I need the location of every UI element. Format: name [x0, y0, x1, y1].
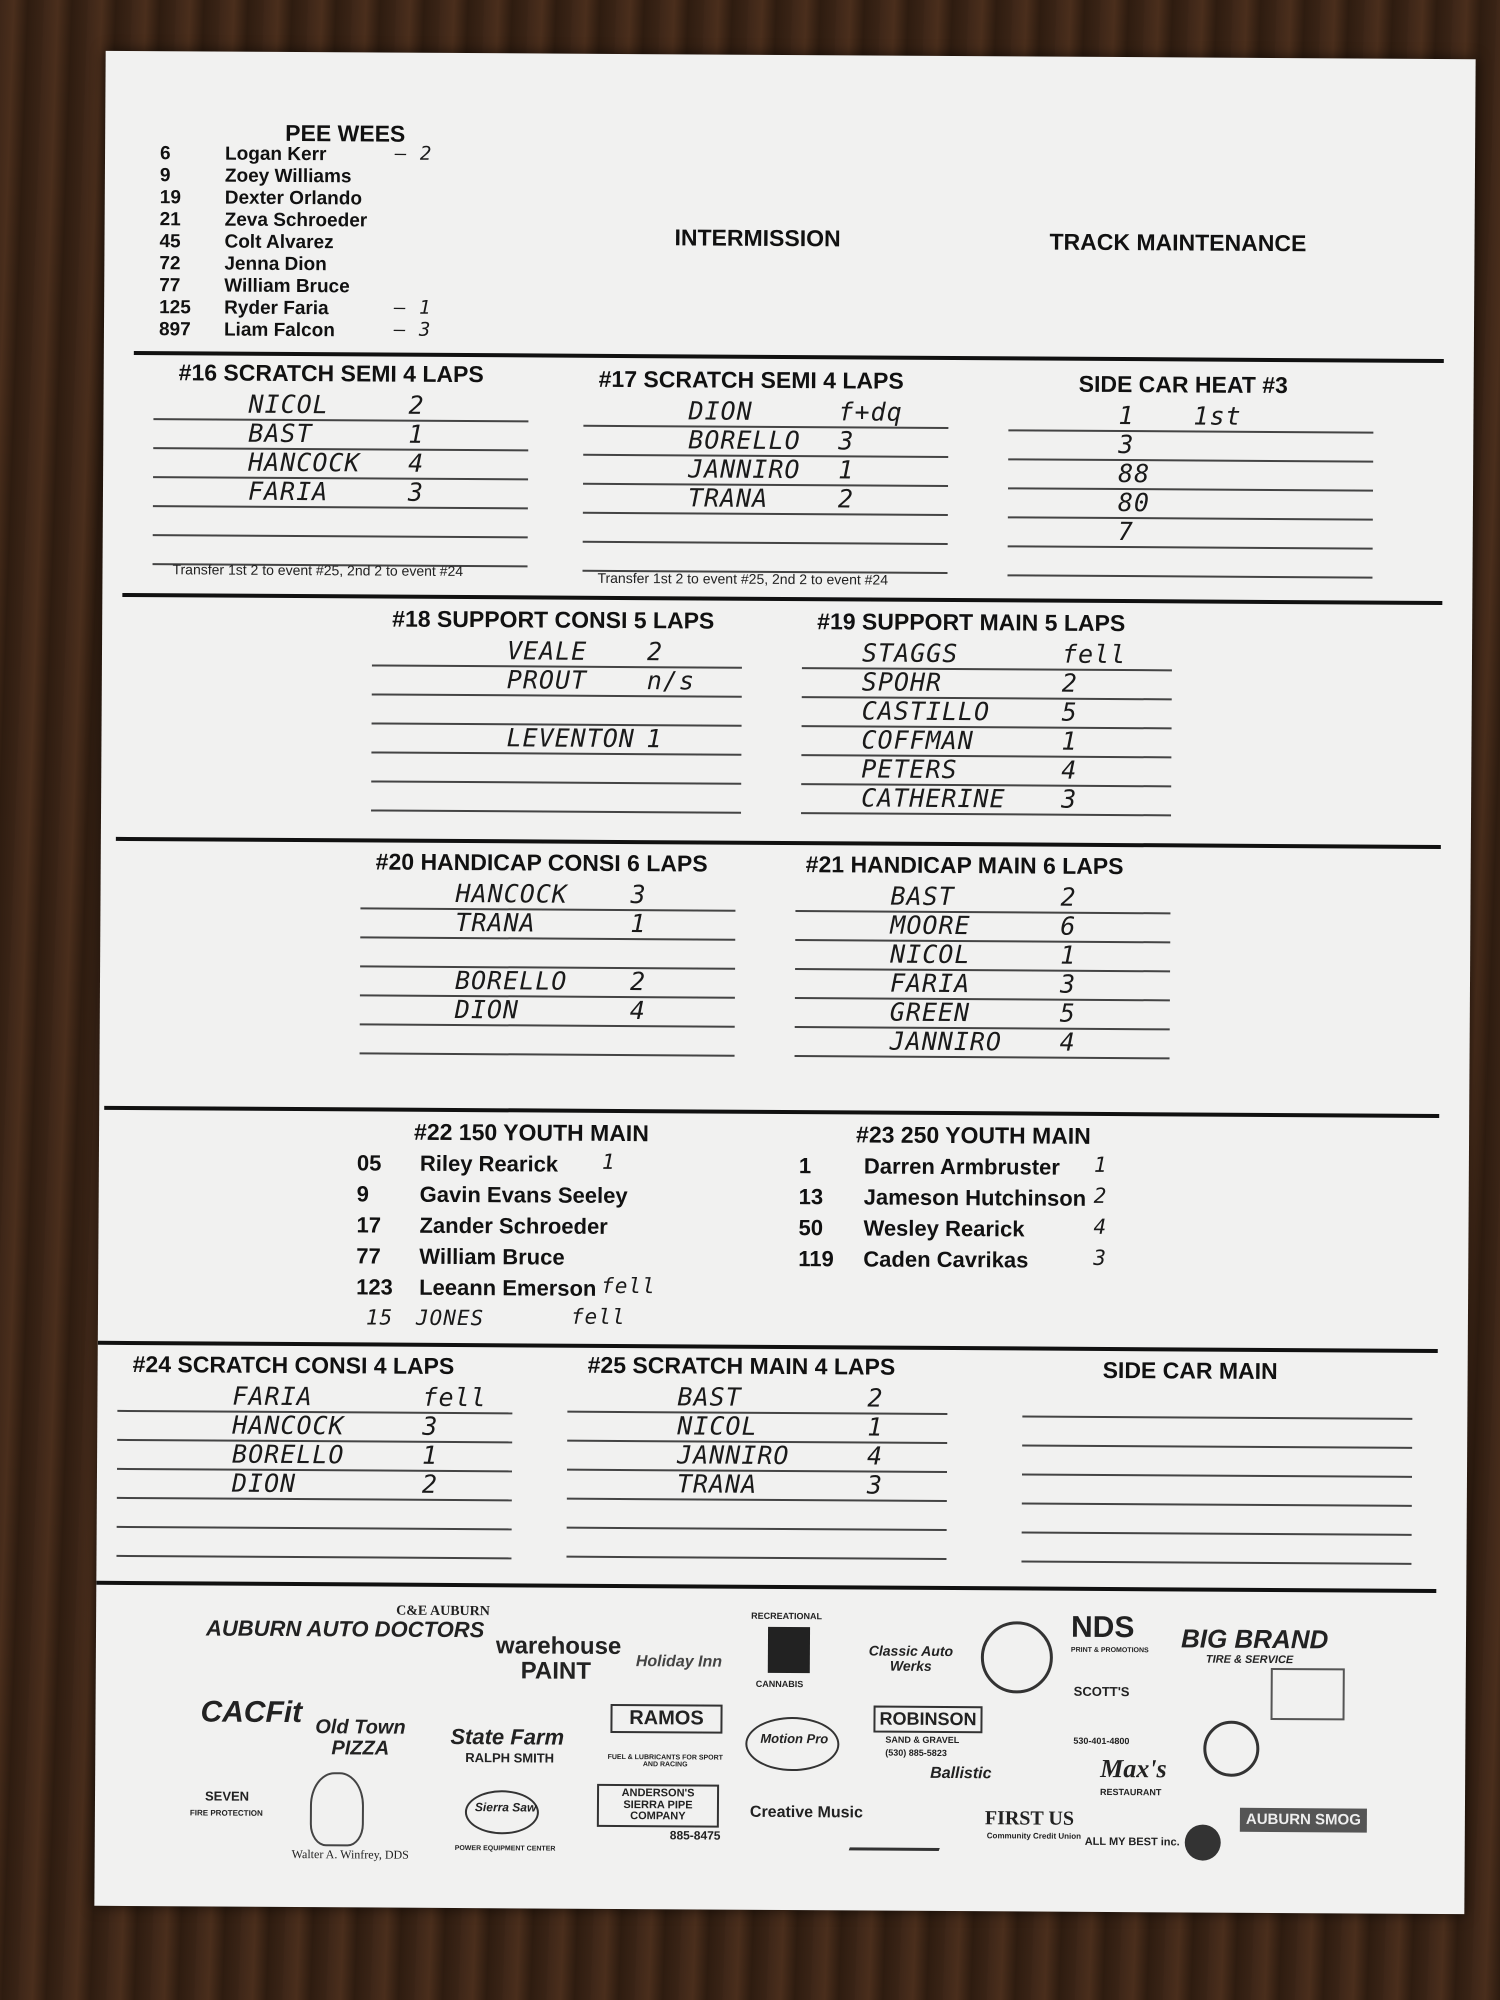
- rider-name: DION: [231, 1468, 297, 1499]
- finish-position: 1: [422, 1440, 439, 1470]
- result-line: [795, 883, 1170, 914]
- result-line: [371, 724, 741, 755]
- result-line: [1008, 489, 1373, 520]
- event-19-title: #19 SUPPORT MAIN 5 LAPS: [817, 608, 1126, 637]
- result-line: [1021, 1533, 1411, 1564]
- rider-name: HANCOCK: [232, 1410, 345, 1441]
- pee-wees-row: [159, 275, 489, 299]
- robinson-phone: (530) 885-5823: [885, 1747, 947, 1759]
- sidecar-heat-3-title: SIDE CAR HEAT #3: [1078, 370, 1288, 399]
- rider-name: William Bruce: [419, 1243, 565, 1270]
- finish-position: 1: [646, 724, 663, 754]
- finish-position: 3: [630, 880, 647, 910]
- rider-name: NICOL: [890, 939, 971, 970]
- entry-number: 05: [356, 1150, 382, 1176]
- finish-position: 4: [408, 448, 425, 478]
- result-line: [1022, 1388, 1412, 1419]
- auburn-auto-doctors-logo: AUBURN AUTO DOCTORS: [205, 1615, 485, 1643]
- finish-position: 3: [1061, 784, 1078, 814]
- result-line: [583, 427, 948, 458]
- entry-number: 6: [159, 143, 171, 165]
- event-25-title: #25 SCRATCH MAIN 4 LAPS: [587, 1351, 896, 1380]
- event-16-transfer-note: Transfer 1st 2 to event #25, 2nd 2 to event #24: [172, 561, 464, 580]
- finish-mark: 4: [1093, 1214, 1108, 1239]
- rider-name: 88: [1118, 459, 1151, 489]
- section-divider: [116, 837, 1441, 849]
- entry-number: 1: [798, 1153, 812, 1179]
- nds-logo: NDS: [1070, 1610, 1135, 1645]
- event-24-results: [116, 1383, 512, 1559]
- result-line: [372, 637, 742, 668]
- excavator-graphic-icon: [849, 1817, 951, 1850]
- result-line: [153, 391, 528, 422]
- rider-name: JANNIRO: [677, 1440, 790, 1471]
- ce-auburn-logo: C&E AUBURN: [396, 1603, 490, 1620]
- finish-position: 4: [867, 1441, 884, 1471]
- result-line: [583, 456, 948, 487]
- rider-name: GREEN: [889, 997, 971, 1028]
- result-line: [360, 996, 735, 1027]
- finish-position: 1: [1061, 726, 1078, 756]
- event-16-results: [153, 391, 529, 567]
- finish-position: 2: [421, 1469, 439, 1499]
- rider-name: CATHERINE: [861, 783, 1006, 814]
- result-line: [1008, 518, 1373, 549]
- result-line: [567, 1413, 947, 1444]
- rider-name: PETERS: [861, 754, 958, 785]
- rider-name: BORELLO: [688, 425, 801, 456]
- event-20-results: [360, 880, 736, 1056]
- rider-name: Ryder Faria: [224, 297, 329, 320]
- event-23-results: [798, 1153, 1219, 1280]
- section-divider: [104, 1106, 1439, 1118]
- anderson-phone: 885-8475: [669, 1828, 721, 1843]
- first-us-logo: FIRST US: [984, 1807, 1075, 1830]
- finish-position: 3: [838, 426, 855, 456]
- entry-number: 9: [356, 1181, 370, 1207]
- entry-number: 15: [365, 1305, 394, 1330]
- rider-name: Jameson Hutchinson: [863, 1184, 1087, 1211]
- finish-position: 1: [838, 455, 855, 485]
- pee-wees-row: [159, 231, 489, 255]
- sierra-saw-logo: Sierra Saw: [474, 1800, 537, 1815]
- pee-wees-title: PEE WEES: [285, 119, 406, 147]
- maxs-sub: RESTAURANT: [1100, 1786, 1162, 1798]
- rider-name: SPOHR: [861, 667, 943, 697]
- youth-row: [798, 1246, 1218, 1280]
- old-town-pizza-logo: Old Town PIZZA: [315, 1716, 406, 1760]
- event-24-title: #24 SCRATCH CONSI 4 LAPS: [132, 1351, 455, 1379]
- dentist-name: Walter A. Winfrey, DDS: [291, 1847, 409, 1862]
- rider-name: Liam Falcon: [223, 319, 335, 342]
- motion-pro-logo: Motion Pro: [760, 1730, 829, 1747]
- result-line: [583, 485, 948, 516]
- robinson-logo: ROBINSON: [873, 1706, 982, 1734]
- finish-position: 3: [1059, 969, 1077, 999]
- entry-number: 77: [159, 275, 181, 297]
- entry-number: 19: [159, 187, 181, 209]
- result-line: [153, 478, 528, 509]
- result-line: [1008, 460, 1373, 491]
- ramos-logo: RAMOS: [610, 1704, 722, 1734]
- finish-position: 1st: [1193, 401, 1242, 431]
- rider-name: FARIA: [889, 968, 971, 999]
- entry-number: 125: [159, 297, 191, 319]
- result-line: [153, 507, 528, 538]
- event-23-title: #23 250 YOUTH MAIN: [855, 1121, 1091, 1149]
- rider-name: BORELLO: [232, 1439, 345, 1470]
- section-divider: [122, 593, 1442, 605]
- event-25-results: [566, 1384, 947, 1560]
- result-line: [1022, 1417, 1412, 1448]
- result-line: [360, 880, 735, 911]
- intermission-label: INTERMISSION: [674, 224, 841, 252]
- rider-name: MOORE: [890, 910, 971, 941]
- rider-name: Wesley Rearick: [863, 1215, 1025, 1242]
- track-maintenance-label: TRACK MAINTENANCE: [1049, 228, 1307, 257]
- finish-position: 1: [630, 909, 647, 939]
- entry-number: 13: [798, 1184, 824, 1210]
- result-line: [1008, 402, 1373, 433]
- ballistic-logo: Ballistic: [930, 1764, 992, 1783]
- result-line: [153, 420, 528, 451]
- finish-position: 4: [629, 996, 646, 1026]
- rider-name: BAST: [248, 418, 313, 449]
- event-20-title: #20 HANDICAP CONSI 6 LAPS: [375, 848, 708, 877]
- rider-name: VEALE: [506, 636, 588, 666]
- robinson-sub: SAND & GRAVEL: [885, 1734, 960, 1746]
- result-line: [371, 782, 741, 813]
- rider-name: LEVENTON: [506, 723, 635, 754]
- result-line: [567, 1471, 947, 1502]
- entry-number: 50: [798, 1215, 824, 1241]
- result-line: [583, 398, 948, 429]
- rider-name: Logan Kerr: [224, 143, 327, 166]
- event-18-title: #18 SUPPORT CONSI 5 LAPS: [392, 605, 715, 634]
- rider-name: NICOL: [677, 1411, 758, 1441]
- rider-name: Zoey Williams: [224, 165, 352, 188]
- rider-name: JANNIRO: [889, 1026, 1003, 1057]
- rider-name: 7: [1117, 517, 1134, 547]
- tooth-mascot-icon: [310, 1772, 364, 1846]
- anderson-sierra-pipe-logo: ANDERSON'S SIERRA PIPE COMPANY: [597, 1784, 719, 1827]
- entry-number: 72: [159, 253, 181, 275]
- result-line: [583, 514, 948, 545]
- finish-position: 2: [1061, 668, 1078, 698]
- finish-position: n/s: [646, 666, 696, 696]
- rider-name: Caden Cavrikas: [863, 1246, 1029, 1273]
- rider-name: JANNIRO: [688, 454, 801, 485]
- entry-number: 123: [356, 1274, 393, 1300]
- result-line: [795, 999, 1170, 1030]
- finish-position: 2: [629, 967, 647, 997]
- event-17-results: [583, 398, 949, 574]
- rider-name: HANCOCK: [248, 447, 361, 478]
- entry-number: 897: [158, 319, 191, 341]
- result-line: [801, 727, 1171, 758]
- finish-position: fell: [422, 1382, 487, 1413]
- result-line: [802, 698, 1172, 729]
- round-portrait-icon: [1185, 1824, 1221, 1860]
- rider-name: 80: [1117, 488, 1151, 518]
- finish-position: 2: [408, 390, 425, 420]
- finish-position: 5: [1061, 697, 1078, 727]
- event-17-transfer-note: Transfer 1st 2 to event #25, 2nd 2 to event #24: [597, 569, 889, 588]
- finish-position: 3: [407, 477, 425, 507]
- entry-number: 45: [159, 231, 181, 253]
- youth-row: [357, 1181, 737, 1214]
- finish-position: 3: [422, 1411, 439, 1441]
- rider-name: HANCOCK: [455, 878, 568, 909]
- auburn-smog-logo: AUBURN SMOG: [1240, 1808, 1367, 1833]
- result-line: [802, 669, 1172, 700]
- result-line: [567, 1500, 947, 1531]
- result-line: [372, 666, 742, 697]
- big-brand-sub: TIRE & SERVICE: [1205, 1653, 1294, 1667]
- ramos-sub: FUEL & LUBRICANTS FOR SPORT AND RACING: [607, 1753, 723, 1769]
- result-line: [371, 753, 741, 784]
- finish-mark: 1: [1093, 1152, 1108, 1177]
- finish-mark: fell: [601, 1273, 656, 1299]
- event-21-results: [795, 883, 1171, 1059]
- sidecar-heat-3-results: [1007, 402, 1373, 578]
- result-line: [795, 1028, 1170, 1059]
- rider-name: NICOL: [248, 389, 329, 420]
- cross-icon: [768, 1627, 810, 1673]
- result-line: [1022, 1475, 1412, 1506]
- finish-position: 2: [867, 1383, 884, 1413]
- sierra-saw-sub: POWER EQUIPMENT CENTER: [454, 1844, 556, 1853]
- result-line: [795, 912, 1170, 943]
- rider-name: 3: [1118, 430, 1135, 460]
- sidecar-main-results: [1021, 1388, 1412, 1564]
- youth-row: [356, 1243, 736, 1276]
- state-farm-agent: RALPH SMITH: [465, 1750, 555, 1766]
- first-us-sub: Community Credit Union: [986, 1831, 1082, 1841]
- pee-wees-row: [159, 297, 489, 321]
- rider-name: Leeann Emerson: [419, 1274, 597, 1301]
- result-line: [360, 938, 735, 969]
- result-line: [802, 640, 1172, 671]
- creative-music-logo: Creative Music: [749, 1803, 863, 1822]
- result-line: [360, 909, 735, 940]
- result-line: [117, 1441, 512, 1472]
- pee-wees-row: [160, 187, 490, 211]
- youth-row: [356, 1212, 736, 1245]
- classic-auto-werks-logo: Classic Auto Werks: [868, 1642, 954, 1674]
- section-divider: [96, 1581, 1436, 1593]
- rider-name: Colt Alvarez: [224, 231, 334, 254]
- badge-icon: [1203, 1721, 1259, 1777]
- youth-row: [357, 1150, 737, 1183]
- big-brand-logo: BIG BRAND: [1180, 1623, 1329, 1655]
- race-program-page: [94, 51, 1475, 1914]
- rider-name: 1: [1118, 401, 1135, 431]
- cannabis-label: CANNABIS: [755, 1678, 804, 1690]
- rider-name: Jenna Dion: [224, 253, 327, 276]
- rider-name: BAST: [677, 1382, 742, 1412]
- finish-position: 2: [646, 637, 664, 667]
- rider-name: COFFMAN: [861, 725, 974, 756]
- finish-position: 5: [1059, 998, 1076, 1028]
- state-farm-logo: State Farm: [450, 1723, 565, 1750]
- finish-mark: 3: [1093, 1245, 1108, 1270]
- nds-sub: PRINT & PROMOTIONS: [1070, 1646, 1149, 1655]
- youth-row: [356, 1274, 736, 1307]
- event-22-results: [356, 1150, 737, 1338]
- finish-position: fell: [1061, 639, 1127, 670]
- rider-name: DION: [454, 994, 520, 1025]
- result-line: [566, 1529, 946, 1560]
- event-18-results: [371, 637, 742, 813]
- finish-mark: — 3: [393, 318, 432, 341]
- entry-number: 9: [159, 165, 171, 187]
- rider-name: FARIA: [232, 1381, 313, 1412]
- result-line: [117, 1499, 512, 1530]
- entry-number: 77: [356, 1243, 381, 1269]
- cacfit-logo: CACFit: [200, 1695, 303, 1730]
- rider-name: Zander Schroeder: [419, 1212, 608, 1239]
- youth-row: [799, 1153, 1219, 1187]
- pee-wees-row: [160, 165, 490, 189]
- result-line: [1008, 431, 1373, 462]
- pee-wees-row: [160, 143, 490, 167]
- pee-wees-row: [159, 319, 489, 343]
- rider-name: Dexter Orlando: [224, 187, 363, 210]
- rider-name: TRANA: [676, 1469, 758, 1499]
- finish-position: 3: [866, 1470, 884, 1500]
- result-line: [1022, 1446, 1412, 1477]
- result-line: [567, 1384, 947, 1415]
- finish-position: f+dq: [838, 397, 903, 427]
- youth-row-handwritten: [356, 1305, 736, 1338]
- youth-row: [798, 1215, 1218, 1249]
- entry-number: 17: [356, 1212, 382, 1238]
- sidecar-main-title: SIDE CAR MAIN: [1102, 1356, 1278, 1385]
- pee-wees-row: [160, 209, 490, 233]
- event-16-title: #16 SCRATCH SEMI 4 LAPS: [178, 359, 484, 388]
- rider-name: BORELLO: [454, 965, 568, 996]
- rider-name: TRANA: [687, 483, 769, 513]
- event-17-title: #17 SCRATCH SEMI 4 LAPS: [598, 365, 904, 394]
- rider-name: Darren Armbruster: [863, 1153, 1060, 1180]
- recreational-label: RECREATIONAL: [751, 1610, 823, 1622]
- pee-wees-list: [159, 143, 490, 343]
- finish-position: 4: [1059, 1027, 1076, 1057]
- rider-name: STAGGS: [861, 638, 959, 669]
- rider-name: Gavin Evans Seeley: [419, 1181, 628, 1209]
- race-car-graphic-icon: [1271, 1668, 1345, 1720]
- rider-name: TRANA: [455, 907, 536, 938]
- finish-position: 2: [837, 484, 855, 514]
- maxs-logo: Max's: [1100, 1753, 1167, 1784]
- result-line: [795, 941, 1170, 972]
- rider-name: PROUT: [506, 665, 588, 695]
- seven-fire-sub: FIRE PROTECTION: [189, 1808, 263, 1818]
- rider-name: JONES: [415, 1305, 485, 1331]
- finish-mark: 1: [601, 1149, 616, 1174]
- rider-name: DION: [688, 396, 753, 426]
- finish-position: 6: [1060, 911, 1077, 941]
- cyclefab-badge-icon: [981, 1621, 1053, 1693]
- result-line: [1022, 1504, 1412, 1535]
- rider-name: CASTILLO: [861, 696, 991, 727]
- finish-position: 1: [408, 419, 425, 449]
- result-line: [1007, 547, 1372, 578]
- result-line: [117, 1383, 512, 1414]
- finish-position: 1: [867, 1412, 884, 1442]
- finish-position: 1: [1060, 940, 1077, 970]
- rider-name: Zeva Schroeder: [224, 209, 368, 232]
- scotts-phone: 530-401-4800: [1073, 1735, 1130, 1747]
- result-line: [372, 695, 742, 726]
- event-22-title: #22 150 YOUTH MAIN: [414, 1118, 649, 1147]
- finish-mark: — 2: [394, 142, 433, 165]
- result-line: [360, 1025, 735, 1056]
- event-21-title: #21 HANDICAP MAIN 6 LAPS: [805, 851, 1124, 880]
- finish-mark: fell: [570, 1304, 626, 1330]
- finish-position: 2: [1060, 882, 1077, 912]
- result-line: [117, 1412, 512, 1443]
- result-line: [567, 1442, 947, 1473]
- all-my-best-logo: ALL MY BEST inc.: [1084, 1835, 1180, 1849]
- rider-name: Riley Rearick: [419, 1150, 559, 1177]
- scotts-logo: SCOTT'S: [1073, 1683, 1130, 1700]
- result-line: [116, 1528, 511, 1559]
- rider-name: BAST: [890, 881, 955, 912]
- seven-fire-logo: SEVEN: [204, 1788, 250, 1804]
- result-line: [795, 970, 1170, 1001]
- result-line: [360, 967, 735, 998]
- result-line: [801, 756, 1171, 787]
- finish-mark: — 1: [394, 296, 432, 319]
- holiday-inn-logo: Holiday Inn: [635, 1653, 723, 1671]
- result-line: [801, 785, 1171, 816]
- finish-position: 4: [1061, 755, 1078, 785]
- finish-mark: 2: [1093, 1183, 1108, 1208]
- rider-name: William Bruce: [224, 275, 350, 298]
- rider-name: FARIA: [247, 476, 329, 507]
- youth-row: [799, 1184, 1219, 1218]
- warehouse-paint-logo: warehouse PAINT: [495, 1632, 622, 1686]
- result-line: [117, 1470, 512, 1501]
- entry-number: 119: [798, 1246, 834, 1272]
- entry-number: 21: [159, 209, 181, 231]
- event-19-results: [801, 640, 1172, 816]
- pee-wees-row: [159, 253, 489, 277]
- result-line: [153, 449, 528, 480]
